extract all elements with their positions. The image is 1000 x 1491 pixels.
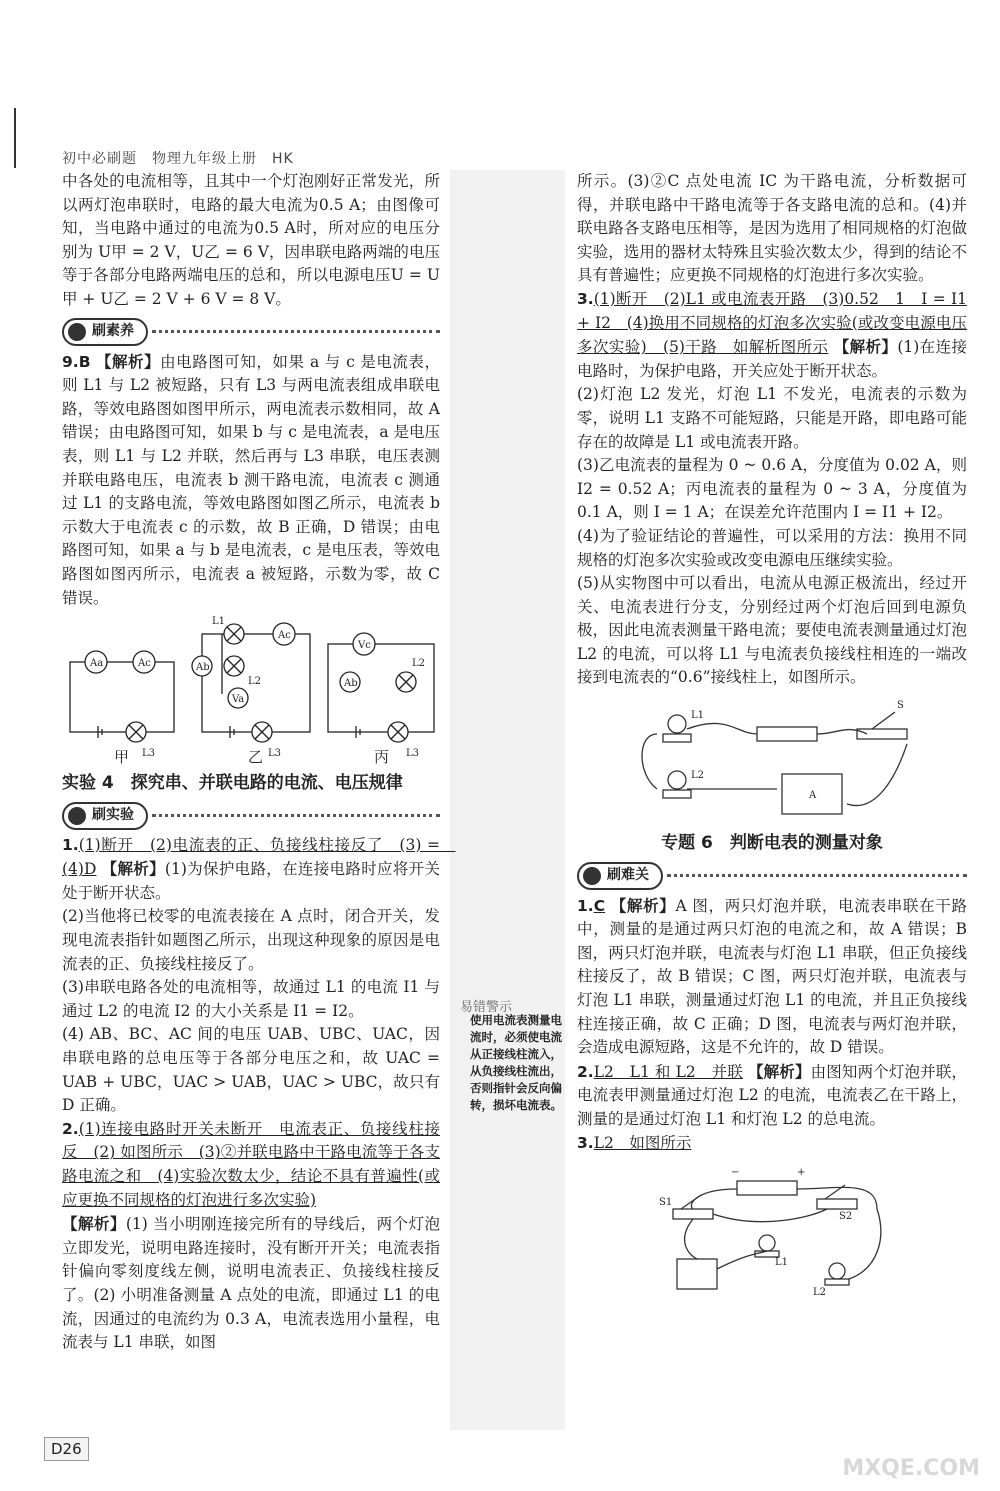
fig-label-l1-b: L1 (212, 616, 226, 628)
margin-sidebar (450, 170, 565, 1430)
r-fig-label-l2: L2 (691, 770, 705, 782)
fig-label-aa: Aa (90, 658, 104, 670)
badge-pill (577, 862, 663, 890)
r3-circuit-svg (577, 1159, 967, 1299)
badge-shuashiyan (62, 802, 440, 830)
left-column (62, 170, 456, 1355)
fig-label-ac-b: Ac (278, 630, 291, 642)
q1-part-3: (3)串联电路各处的电流相等，故通过 L1 的电流 I1 与通过 L2 的电流 I2 的大小关系是 I1 = I2。 (62, 978, 440, 1020)
badge-dots (152, 814, 440, 817)
q9-circuit-svg (62, 614, 440, 764)
fig-label-va-b: Va (232, 694, 245, 706)
r1-answer: C (593, 896, 606, 915)
fig-label-l2-b: L2 (248, 676, 262, 688)
badge-pill (62, 802, 148, 830)
tip-heading: 易错警示 (460, 1000, 513, 1015)
badge-icon (68, 807, 86, 825)
q3-p1: (1)在连接电路时，为保护电路，开关应处于断开状态。 (577, 338, 967, 380)
q9-text: 由电路图可知，如果 a 与 c 是电流表，则 L1 与 L2 被短路，只有 L3 与两电流表组成串联电路，等效电路图如图甲所示，两电流表示数相同，故 A 错误；由电路图可知，如果 b 与 c 是电流表，a 是电压表，则 L1 与 L2 并联，然后再与 L3 串联，电压表测并联电路电压，电流表 b 测干路电流，电流表 c 测通过 L1 的支路电流，等效电路图如图乙所示，电流表 b 示数大于电流表 c 的示数，故 B 正确，D 错误；由电路图可知，如果 a 与 b 是电流表，c 是电压表，等效电路图如图丙所示，电流表 a 被短路，示数为零，故 C 错误。 (62, 352, 440, 607)
fig-caption-bing: 丙 (374, 748, 390, 767)
r1-number: 1. (577, 896, 594, 915)
tip-text: 使用电流表测量电流时，必须使电流从正接线柱流入，从负接线柱流出，否则指针会反向偏转，损坏电流表。 (470, 1013, 562, 1112)
question-9 (62, 350, 440, 611)
corner-mark (14, 108, 16, 168)
r2-number: 2. (577, 1062, 594, 1081)
badge-dots (152, 330, 440, 333)
r3-fig-label-plus: + (797, 1167, 806, 1179)
question-2 (62, 1118, 440, 1212)
q9-figures (62, 614, 440, 767)
page-number: D26 (44, 1437, 89, 1461)
r-fig-label-s: S (897, 700, 904, 712)
topic-q1 (577, 894, 967, 1060)
badge-label: 刷素养 (92, 322, 134, 339)
r3-fig-label-s2: S2 (839, 1211, 853, 1223)
fig-label-ab-c: Ab (344, 678, 358, 690)
badge-pill (62, 318, 148, 346)
q2-tag: 【解析】 (62, 1214, 126, 1234)
topic-q3 (577, 1132, 967, 1156)
q9-tag: 【解析】 (95, 351, 161, 371)
q3-part-3: (3)乙电流表的量程为 0 ~ 0.6 A，分度值为 0.02 A，则 I2 = 0.52 A；丙电流表的量程为 0 ~ 3 A，分度值为 0.1 A，则 I = 1 A；在误差允许范围内 I = I1 + I2。 (577, 456, 967, 522)
q3-part-4: (4)为了验证结论的普遍性，可以采用的方法：换用不同规格的灯泡多次实验或改变电源电压继续实验。 (577, 526, 967, 569)
q1-answer: (1)断开 (2)电流表的正、负接线柱接反了 (3) = (4)D (62, 835, 456, 879)
q3-part-5: (5)从实物图中可以看出，电流从电源正极流出，经过开关、电流表进行分支，分别经过两个灯泡后回到电源负极，因此电流表测量干路电流；要使电流表测量通过灯泡 L2 的电流，可以将 L1 与电流表负接线柱相连的一端改接到电流表的“0.6”接线柱上，如图所示。 (577, 574, 967, 687)
question-2-analysis (62, 1212, 440, 1355)
badge-icon (68, 323, 86, 341)
q9-answer: B (78, 352, 91, 371)
badge-label: 刷难关 (607, 866, 649, 883)
q9-number: 9. (62, 352, 79, 371)
r3-fig-label-s1: S1 (659, 1197, 673, 1209)
watermark: MXQE.COM (842, 1456, 980, 1481)
q2-continued: 所示。(3)②C 点处电流 IC 为干路电流，分析数据可得，并联电路中干路电流等于各支路电流的总和。(4)并联电路各支路电压相等，是因为选用了相同规格的灯泡做实验，选用的器材太特殊且实验次数太少，得到的结论不具有普遍性；应更换不同规格的灯泡进行多次实验。 (577, 172, 967, 285)
section-experiment-4: 实验 4 探究串、并联电路的电流、电压规律 (62, 773, 403, 794)
fig-label-l3-b: L3 (268, 748, 282, 760)
right-column (577, 170, 967, 1303)
topic-q2 (577, 1060, 967, 1132)
q3-answer: (1)断开 (2)L1 或电流表开路 (3)0.52 1 I = I1 + I2 (4)换用不同规格的灯泡多次实验(或改变电源电压多次实验) (5)干路 如解析图所示 (577, 289, 967, 357)
r3-physical-circuit (577, 1159, 967, 1299)
question-1 (62, 834, 456, 906)
r2-tag: 【解析】 (747, 1061, 811, 1081)
r3-fig-label-minus: − (731, 1167, 740, 1179)
q3-physical-circuit (577, 694, 967, 824)
fig-label-ac: Ac (138, 658, 151, 670)
q2-answer: (1)连接电路时开关未断开 电流表正、负接线柱接反 (2) 如图所示 (3)②并联电路中干路电流等于各支路电流之和 (4)实验次数太少，结论不具有普遍性(或应更换不同规格的灯泡进行多次实验) (62, 1119, 440, 1209)
q2-text: (1) 当小明刚连接完所有的导线后，两个灯泡立即发光，说明电路连接时，没有断开开关；电流表指针偏向零刻度线左侧，说明电流表正、负接线柱接反了。(2) 小明准备测量 A 点处的电流，即通过 L1 的电流，因通过的电流约为 0.3 A，电流表选用小量程，电流表与 L1 串联，如图 (62, 1215, 440, 1352)
q1-part-2: (2)当他将已校零的电流表接在 A 点时，闭合开关，发现电流表指针如题图乙所示，出现这种现象的原因是电流表的正、负接线柱接反了。 (62, 907, 440, 973)
q3-part-2: (2)灯泡 L2 发光，灯泡 L1 不发光，电流表的示数为零，说明 L1 支路不可能短路，只能是开路，即电路可能存在的故障是 L1 或电流表开路。 (577, 385, 967, 451)
fig-label-vc-c: Vc (358, 640, 371, 652)
q1-p1: (1)为保护电路，在连接电路时应将开关处于断开状态。 (62, 860, 440, 902)
fig-caption-jia: 甲 (114, 748, 130, 767)
r-fig-label-l1: L1 (691, 710, 705, 722)
intro-text: 中各处的电流相等，且其中一个灯泡刚好正常发光，所以两灯泡串联时，电路的最大电流为0.5 A；由图像可知，当电路中通过的电流为0.5 A时，所对应的电压分别为 U甲 = 2 V，U乙 = 6 V，因串联电路两端的电压等于各部分电路两端电压的总和，所以电源电压U = U甲 + U乙 = 2 V + 6 V = 8 V。 (62, 172, 440, 308)
fig-label-l3-c: L3 (406, 748, 420, 760)
badge-shuananguan (577, 862, 967, 890)
fig-label-l3-a: L3 (142, 748, 156, 760)
r1-text: A 图，两只灯泡并联，电流表串联在干路中，测量的是通过两只灯泡的电流之和，故 A 错误；B 图，两只灯泡并联，电流表与灯泡 L1 串联，但正负接线柱接反了，故 B 错误；C 图，两只灯泡并联，电流表与灯泡 L1 串联，测量通过灯泡 L1 的电流，并且正负接线柱连接正确，故 C 正确；D 图，电流表与两灯泡并联，会造成电源短路，这是不允许的，故 D 错误。 (577, 896, 967, 1057)
badge-icon (583, 867, 601, 885)
q1-tag: 【解析】 (101, 859, 165, 879)
section-topic-6: 专题 6 判断电表的测量对象 (661, 833, 883, 854)
r3-fig-label-l2: L2 (813, 1287, 827, 1299)
r1-tag: 【解析】 (610, 895, 676, 915)
badge-dots (667, 874, 967, 877)
r2-answer: L2 L1 和 L2 并联 (593, 1062, 743, 1081)
running-header: 初中必刷题 物理九年级上册 HK (62, 151, 294, 167)
fig-caption-yi: 乙 (248, 748, 264, 767)
badge-shuasuyang (62, 318, 440, 346)
question-3 (577, 288, 967, 383)
fig-label-l2-c: L2 (412, 658, 426, 670)
r-fig-label-a: A (809, 790, 817, 802)
q1-part-4: (4) AB、BC、AC 间的电压 UAB、UBC、UAC，因串联电路的总电压等于各部分电压之和，故 UAC = UAB + UBC，UAC > UAB，UAC > UBC，故只有 D 正确。 (62, 1025, 440, 1115)
q3-number: 3. (577, 289, 594, 308)
fig-label-ab-b: Ab (196, 662, 210, 674)
r3-fig-label-l1: L1 (775, 1257, 789, 1269)
q2-number: 2. (62, 1119, 79, 1138)
q3-tag: 【解析】 (833, 337, 898, 357)
badge-label: 刷实验 (92, 806, 134, 823)
q3-circuit-svg (577, 694, 967, 824)
r3-number: 3. (577, 1133, 594, 1152)
r2-text: 由图知两个灯泡并联，电流表甲测量通过灯泡 L2 的电流，电流表乙在干路上，测量的是通过灯泡 L1 和灯泡 L2 的总电流。 (577, 1062, 967, 1128)
q1-number: 1. (62, 835, 79, 854)
r3-answer: L2 如图所示 (593, 1133, 692, 1152)
